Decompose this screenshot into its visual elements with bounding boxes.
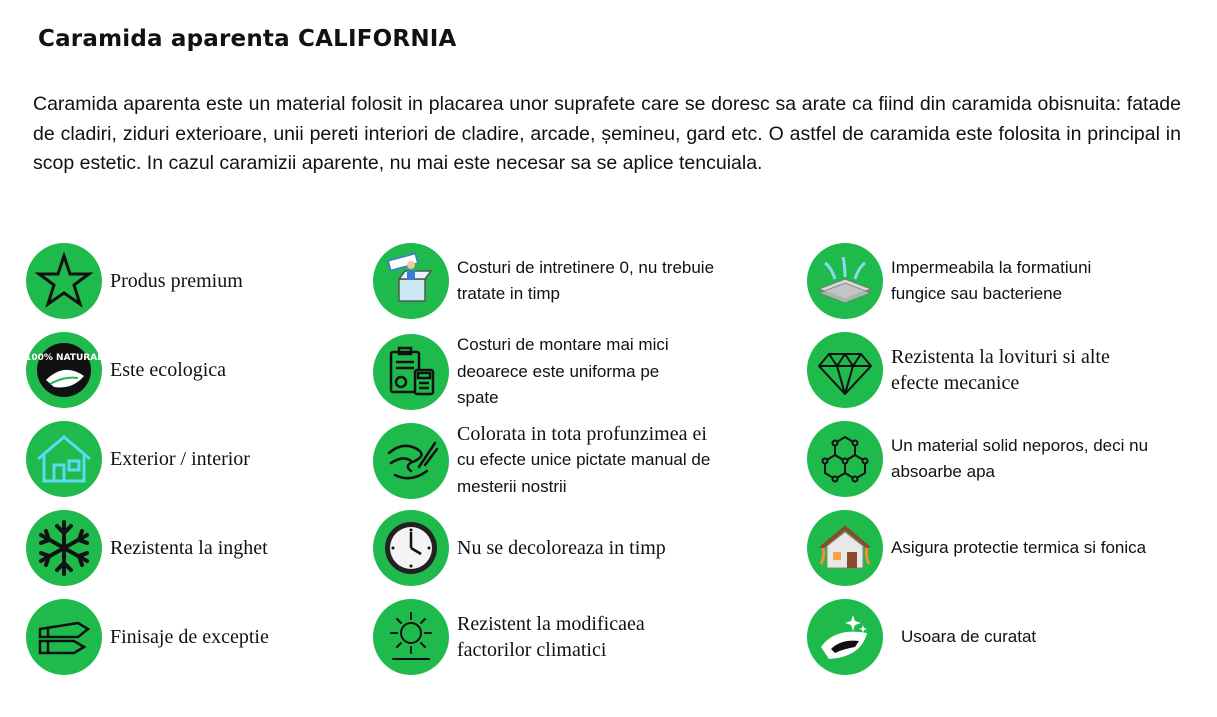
intro-paragraph: Caramida aparenta este un material folosit in placarea unor suprafete care se doresc sa arate ca fiind din caramida obisnuita: fatade de cladiri, ziduri exterioare, unii pereti interiori de cladire, arcade, șemineu, gard etc. O astfel de caramida este folosita in principal in scop estetic. In cazul caramizii aparente, nu mai este necesar sa se aplice tencuiala. [33, 93, 1181, 174]
star-icon [26, 243, 102, 319]
feature-premium [26, 243, 243, 319]
feature-no-fading [373, 510, 666, 586]
natural-leaf-icon [26, 332, 102, 408]
feature-cleaning [807, 599, 1036, 675]
feature-label: Nu se decoloreaza in timp [457, 537, 666, 559]
finish-tubes-icon [26, 599, 102, 675]
diamond-icon [807, 332, 883, 408]
feature-waterproof [807, 243, 1091, 319]
badge-percent: 100% NATURAL [25, 353, 103, 363]
feature-non-porous [807, 421, 1148, 497]
cleaning-hand-icon [807, 599, 883, 675]
snowflake-icon [26, 510, 102, 586]
feature-label: Costuri de montare mai mici deoarece este uniforma pe spate [457, 335, 669, 407]
feature-maintenance [373, 243, 714, 319]
sun-icon [373, 599, 449, 675]
feature-coloring [373, 421, 710, 500]
paint-swirl-icon [373, 423, 449, 499]
feature-finish [26, 599, 269, 675]
feature-label: Usoara de curatat [901, 626, 1037, 646]
feature-label: Produs premium [110, 270, 243, 292]
calculator-clipboard-icon [373, 334, 449, 410]
feature-frost [26, 510, 268, 586]
feature-label: Asigura protectie termica si fonica [891, 537, 1147, 557]
feature-label: Finisaje de exceptie [110, 626, 269, 648]
page-title: Caramida aparenta CALIFORNIA [38, 26, 457, 52]
feature-climate [373, 599, 645, 675]
feature-thermal [807, 510, 1146, 586]
feature-label: Rezistenta la lovituri si alte efecte mecanice [891, 346, 1110, 394]
feature-mounting-cost [373, 332, 669, 412]
feature-ecological [26, 332, 226, 408]
feature-label: Exterior / interior [110, 448, 250, 470]
feature-label: Colorata in tota profunzimea ei cu efecte unice pictate manual de mesterii nostrii [457, 423, 711, 496]
maintenance-box-icon [373, 243, 449, 319]
feature-impact [807, 332, 1110, 408]
feature-label: Costuri de intretinere 0, nu trebuie tratate in timp [457, 257, 715, 303]
waterproof-layers-icon [807, 243, 883, 319]
feature-label: Un material solid neporos, deci nu absoarbe apa [891, 435, 1149, 481]
molecule-icon [807, 421, 883, 497]
clock-icon [373, 510, 449, 586]
feature-exterior-interior [26, 421, 250, 497]
feature-label: Rezistenta la inghet [110, 537, 268, 559]
house-icon [26, 421, 102, 497]
house-thermal-icon [807, 510, 883, 586]
feature-label: Impermeabila la formatiuni fungice sau bacteriene [891, 257, 1092, 303]
feature-label: Este ecologica [110, 359, 227, 381]
feature-label: Rezistent la modificaea factorilor climatici [457, 613, 645, 661]
